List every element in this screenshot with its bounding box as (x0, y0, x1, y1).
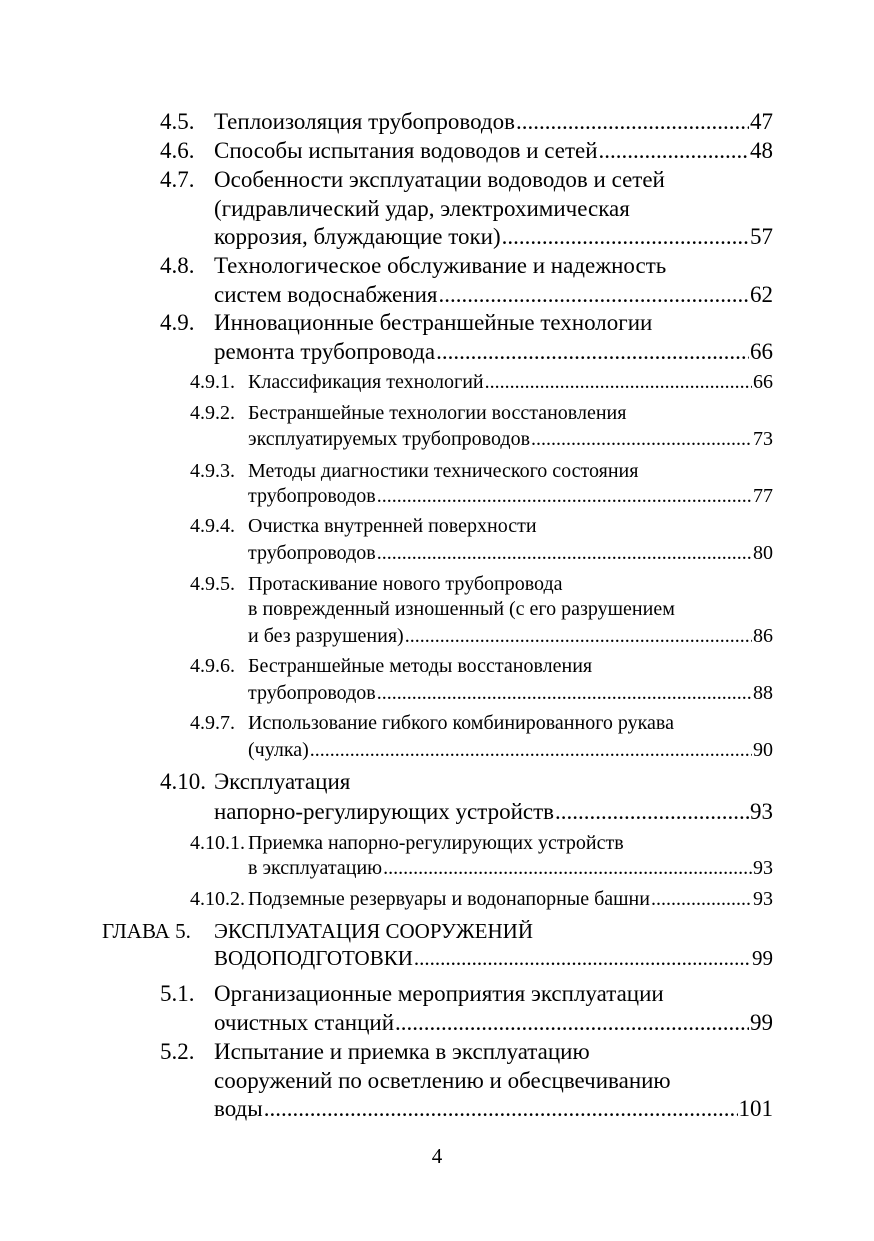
toc-entry-title-line: очистных станций (214, 1010, 395, 1035)
toc-entry-title-line: коррозия, блуждающие токи) (214, 224, 501, 249)
dot-leader (438, 283, 749, 306)
toc-entry-title-line: трубопроводов (248, 485, 376, 507)
toc-entry-title-line: ремонта трубопровода (214, 339, 436, 364)
toc-entry-title-line: Испытание и приемка в эксплуатацию (214, 1039, 590, 1064)
toc-entry-title-line: в эксплуатацию (248, 857, 383, 879)
toc-entry-number: 4.6. (160, 138, 195, 163)
toc-entry-number: 4.9. (160, 310, 195, 335)
toc-entry-title-line: Инновационные бестраншейные технологии (214, 310, 653, 335)
toc-entry-leader-row (214, 1011, 773, 1034)
dot-leader (383, 858, 752, 878)
toc-entry-leader-row (248, 889, 773, 909)
toc-entry-title-line: Технологическое обслуживание и надежность (214, 253, 667, 278)
toc-entry-title-line: трубопроводов (248, 682, 376, 704)
toc-entry-title-line: Протаскивание нового трубопровода (248, 573, 563, 595)
toc-entry-page: 66 (750, 339, 773, 364)
toc-entry-title-line: Использование гибкого комбинированного рукава (248, 712, 674, 734)
toc-entry-title-line: Очистка внутренней поверхности (248, 515, 537, 537)
dot-leader (405, 626, 752, 646)
dot-leader (485, 372, 752, 392)
dot-leader (377, 543, 752, 563)
toc-entry-title-line: Подземные резервуары и водонапорные башни (248, 888, 650, 910)
dot-leader (264, 1097, 738, 1120)
toc-entry-page: 48 (750, 138, 773, 163)
toc-entry-leader-row (248, 683, 773, 703)
dot-leader (531, 429, 752, 449)
toc-entry-page: 73 (753, 428, 773, 450)
toc-entry-number: 5.2. (160, 1039, 195, 1064)
toc-entry-leader-row (248, 429, 773, 449)
toc-entry-leader-row (214, 1097, 773, 1120)
toc-entry-title-line: ЭКСПЛУАТАЦИЯ СООРУЖЕНИЙ (214, 919, 533, 943)
dot-leader (414, 948, 751, 969)
toc-entry-title-line: Особенности эксплуатации водоводов и сетей (214, 167, 665, 192)
toc-entry-title-line: Бестраншейные методы восстановления (248, 655, 593, 677)
toc-entry-page: 66 (753, 371, 773, 393)
toc-entry-title-line: систем водоснабжения (214, 282, 438, 307)
toc-entry-title-line: напорно-регулирующих устройств (214, 799, 555, 824)
toc-entry-page: 86 (753, 625, 773, 647)
toc-entry-leader-row (248, 858, 773, 878)
toc-entry-title-line: трубопроводов (248, 542, 376, 564)
toc-entry-leader-row (248, 740, 773, 760)
toc-entry-title-line: и без разрушения) (248, 625, 404, 647)
toc-entry-title-line: Организационные мероприятия эксплуатации (214, 981, 664, 1006)
dot-leader (377, 486, 752, 506)
toc-entry-number: 4.9.5. (190, 573, 235, 595)
toc-entry-title-line: Приемка напорно-регулирующих устройств (248, 832, 624, 854)
toc-entry-page: 90 (753, 739, 773, 761)
toc-entry-title-line: в поврежденный изношенный (с его разрушением (248, 598, 675, 620)
toc-entry-title-line: Бестраншейные технологии восстановления (248, 402, 627, 424)
dot-leader (395, 1011, 749, 1034)
toc-entry-page: 101 (738, 1096, 773, 1121)
toc-entry-title-line: ВОДОПОДГОТОВКИ (214, 946, 413, 970)
toc-entry-number: 5.1. (160, 981, 195, 1006)
toc-entry-leader-row (248, 486, 773, 506)
dot-leader (436, 340, 749, 363)
dot-leader (502, 225, 749, 248)
toc-entry-title-line: Классификация технологий (248, 371, 484, 393)
toc-entry-title-line: Методы диагностики технического состояния (248, 460, 639, 482)
toc-entry-page: 62 (750, 282, 773, 307)
toc-entry-number: 4.8. (160, 253, 195, 278)
toc-entry-leader-row (248, 372, 773, 392)
dot-leader (377, 683, 752, 703)
toc-entry-page: 47 (750, 109, 773, 134)
toc-entry-leader-row (214, 110, 773, 133)
toc-entry-leader-row (214, 800, 773, 823)
toc-entry-page: 99 (752, 946, 773, 970)
toc-entry-page: 88 (753, 682, 773, 704)
toc-entry-title-line: Теплоизоляция трубопроводов (214, 109, 515, 134)
toc-entry-number: 4.10.2. (190, 888, 245, 910)
toc-entry-number: 4.9.4. (190, 515, 235, 537)
toc-entry-page: 57 (750, 224, 773, 249)
toc-entry-number: 4.7. (160, 167, 195, 192)
toc-entry-title-line: воды (214, 1096, 263, 1121)
toc-entry-page: 93 (750, 799, 773, 824)
dot-leader (555, 800, 749, 823)
toc-entry-number: 4.9.7. (190, 712, 235, 734)
toc-entry-number: 4.9.1. (190, 371, 235, 393)
toc-entry-page: 77 (753, 485, 773, 507)
toc-entry-number: 4.10. (160, 769, 206, 794)
toc-entry-leader-row (214, 139, 773, 162)
toc-entry-leader-row (248, 543, 773, 563)
dot-leader (651, 889, 752, 909)
toc-entry-page: 99 (750, 1010, 773, 1035)
dot-leader (310, 740, 752, 760)
toc-entry-leader-row (214, 340, 773, 363)
toc-entry-number: 4.9.3. (190, 460, 235, 482)
toc-entry-title-line: эксплуатируемых трубопроводов (248, 428, 531, 450)
toc-entry-title-line: Эксплуатация (214, 769, 351, 794)
toc-entry-title-line: (чулка) (248, 739, 309, 761)
toc-entry-number: ГЛАВА 5. (102, 919, 191, 943)
toc-entry-number: 4.9.2. (190, 402, 235, 424)
toc-entry-leader-row (214, 225, 773, 248)
toc-entry-page: 93 (753, 857, 773, 879)
toc-entry-page: 93 (753, 888, 773, 910)
toc-entry-leader-row (248, 626, 773, 646)
page-number: 4 (431, 1144, 443, 1168)
dot-leader (516, 110, 749, 133)
toc-entry-title-line: сооружений по осветлению и обесцвечиванию (214, 1068, 671, 1093)
toc-entry-page: 80 (753, 542, 773, 564)
dot-leader (599, 139, 749, 162)
toc-entry-leader-row (214, 948, 773, 969)
toc-entry-number: 4.9.6. (190, 655, 235, 677)
toc-entry-number: 4.5. (160, 109, 195, 134)
toc-entry-number: 4.10.1. (190, 832, 245, 854)
toc-entry-title-line: Способы испытания водоводов и сетей (214, 138, 598, 163)
toc-entry-title-line: (гидравлический удар, электрохимическая (214, 196, 630, 221)
toc-entry-leader-row (214, 283, 773, 306)
